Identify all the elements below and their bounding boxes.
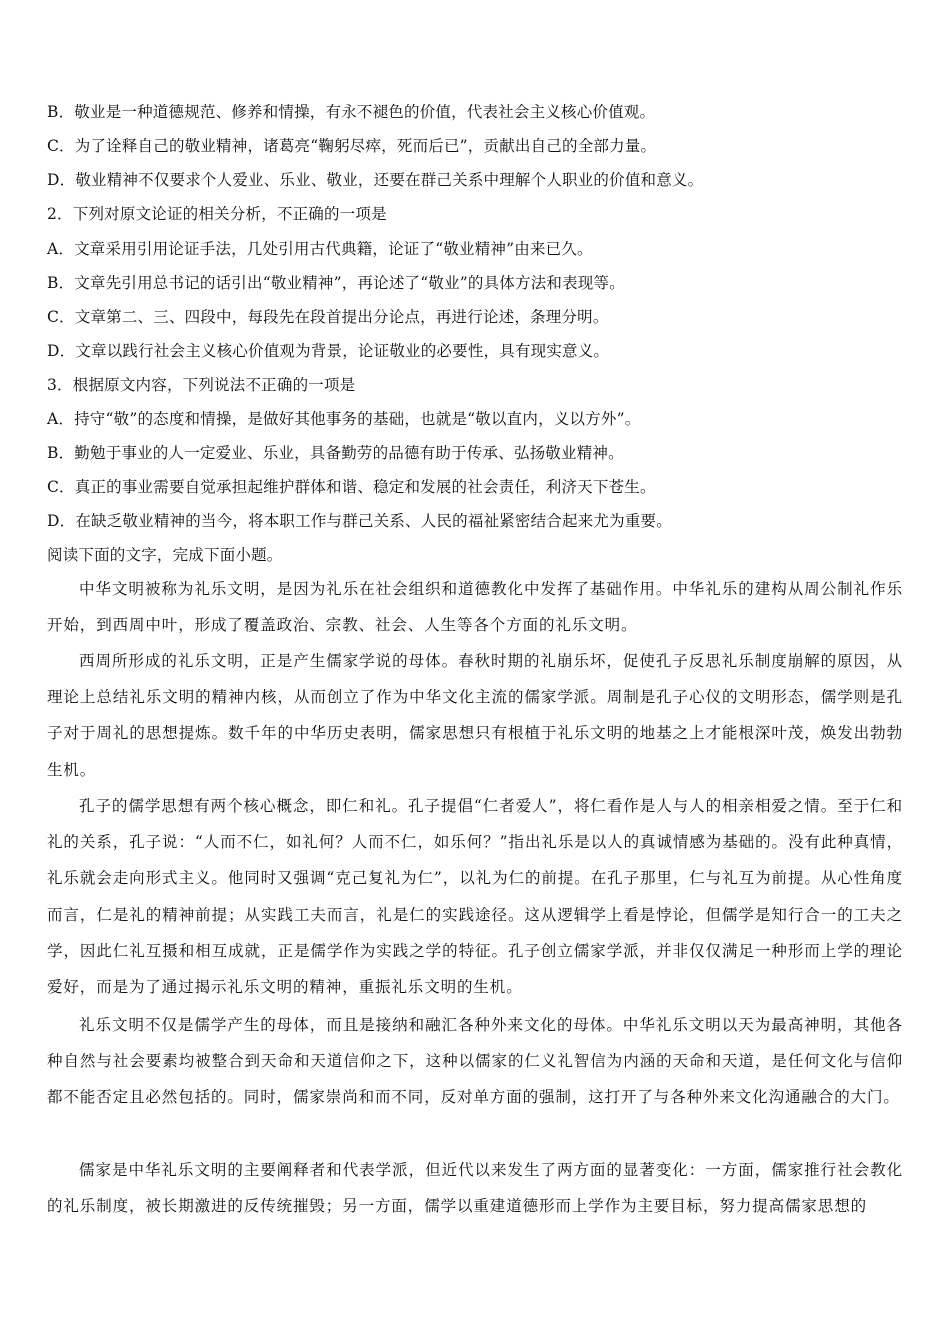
q1-option-d: D．敬业精神不仅要求个人爱业、乐业、敬业，还要在群己关系中理解个人职业的价值和意义。 [47, 171, 704, 189]
q3-stem: 3．根据原文内容，下列说法不正确的一项是 [47, 376, 356, 394]
q3-option-c: C．真正的事业需要自觉承担起维护群体和谐、稳定和发展的社会责任，利济天下苍生。 [47, 478, 656, 496]
q2-option-d: D．文章以践行社会主义核心价值观为背景，论证敬业的必要性，具有现实意义。 [47, 342, 610, 360]
passage-paragraph-1: 中华文明被称为礼乐文明，是因为礼乐在社会组织和道德教化中发挥了基础作用。中华礼乐的建构从周公制礼作乐开始，到西周中叶，形成了覆盖政治、宗教、社会、人生等各个方面的礼乐文明。 [47, 580, 903, 635]
q1-option-c: C．为了诠释自己的敬业精神，诸葛亮“鞠躬尽瘁，死而后已”，贡献出自己的全部力量。 [47, 137, 657, 155]
reading-instruction: 阅读下面的文字，完成下面小题。 [47, 546, 283, 564]
q2-stem: 2．下列对原文论证的相关分析，不正确的一项是 [47, 205, 387, 223]
passage-paragraph-5: 儒家是中华礼乐文明的主要阐释者和代表学派，但近代以来发生了两方面的显著变化：一方面，儒家推行社会教化的礼乐制度，被长期激进的反传统摧毁；另一方面，儒学以重建道德形而上学作为主要目标，努力提高儒家思想的 [47, 1161, 903, 1216]
passage-paragraph-2: 西周所形成的礼乐文明，正是产生儒家学说的母体。春秋时期的礼崩乐坏，促使孔子反思礼乐制度崩解的原因，从理论上总结礼乐文明的精神内核，从而创立了作为中华文化主流的儒家学派。周制是孔子心仪的文明形态，儒学则是孔子对于周礼的思想提炼。数千年的中华历史表明，儒家思想只有根植于礼乐文明的地基之上才能根深叶茂，焕发出勃勃生机。 [47, 652, 903, 779]
q3-option-d: D．在缺乏敬业精神的当今，将本职工作与群己关系、人民的福祉紧密结合起来尤为重要。 [47, 512, 672, 530]
q2-option-b: B．文章先引用总书记的话引出“敬业精神”，再论述了“敬业”的具体方法和表现等。 [47, 274, 625, 292]
q3-option-a: A．持守“敬”的态度和情操，是做好其他事务的基础，也就是“敬以直内，义以方外”。 [47, 410, 641, 428]
q2-option-a: A．文章采用引用论证手法，几处引用古代典籍，论证了“敬业精神”由来已久。 [47, 240, 593, 258]
passage-paragraph-3: 孔子的儒学思想有两个核心概念，即仁和礼。孔子提倡“仁者爱人”，将仁看作是人与人的相亲相爱之情。至于仁和礼的关系，孔子说：“人而不仁，如礼何？人而不仁，如乐何？”指出礼乐是以人的真诚情感为基础的。没有此种真情，礼乐就会走向形式主义。他同时又强调“克己复礼为仁”，以礼为仁的前提。在孔子那里，仁与礼互为前提。从心性角度而言，仁是礼的精神前提；从实践工夫而言，礼是仁的实践途径。这从逻辑学上看是悖论，但儒学是知行合一的工夫之学，因此仁礼互摄和相互成就，正是儒学作为实践之学的特征。孔子创立儒家学派，并非仅仅满足一种形而上学的理论爱好，而是为了通过揭示礼乐文明的精神，重振礼乐文明的生机。 [47, 797, 903, 997]
q2-option-c: C．文章第二、三、四段中，每段先在段首提出分论点，再进行论述，条理分明。 [47, 308, 609, 326]
passage-paragraph-4: 礼乐文明不仅是儒学产生的母体，而且是接纳和融汇各种外来文化的母体。中华礼乐文明以天为最高神明，其他各种自然与社会要素均被整合到天命和天道信仰之下，这种以儒家的仁义礼智信为内涵的天命和天道，是任何文化与信仰都不能否定且必然包括的。同时，儒家崇尚和而不同，反对单方面的强制，这打开了与各种外来文化沟通融合的大门。 [47, 1016, 903, 1107]
q3-option-b: B．勤勉于事业的人一定爱业、乐业，具备勤劳的品德有助于传承、弘扬敬业精神。 [47, 444, 624, 462]
q1-option-b: B．敬业是一种道德规范、修养和情操，有永不褪色的价值，代表社会主义核心价值观。 [47, 103, 656, 121]
